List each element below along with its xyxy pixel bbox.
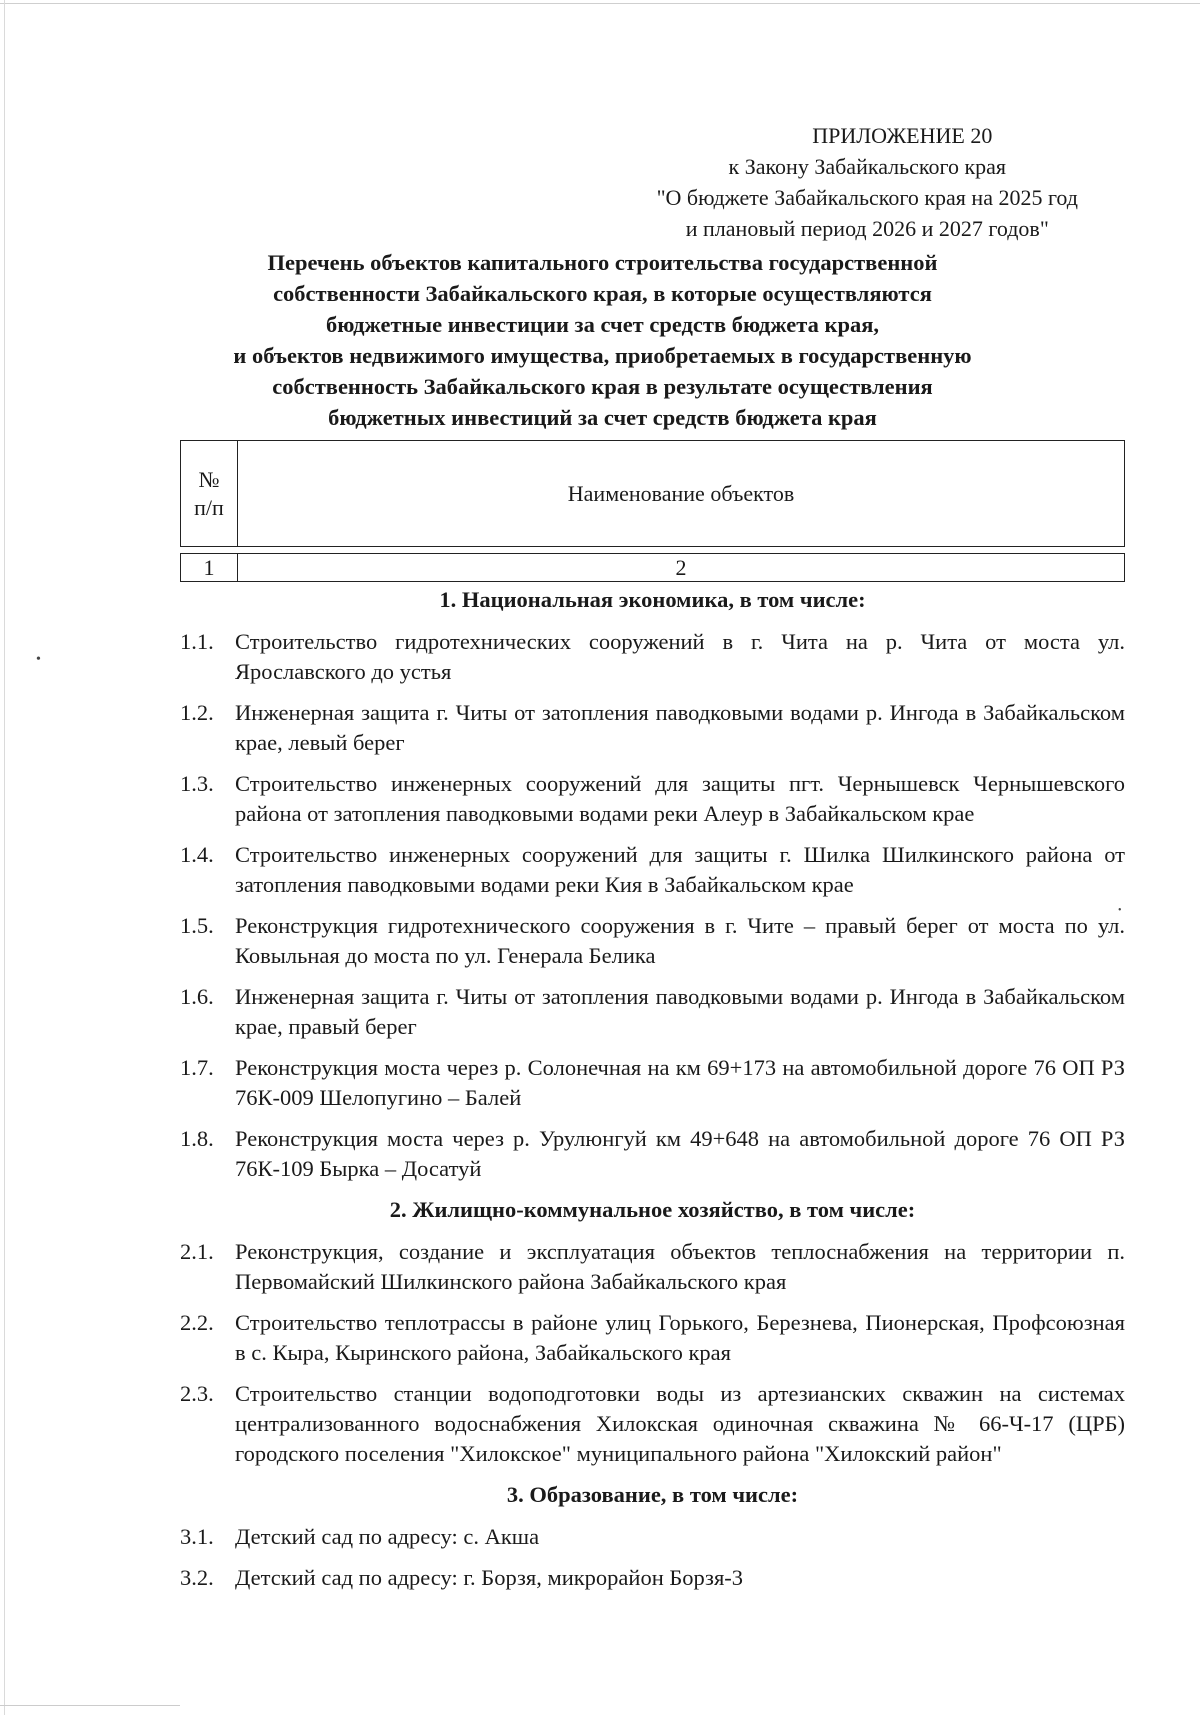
- column-index-1: 1: [181, 554, 238, 582]
- section: [180, 585, 1125, 1184]
- item-number: 1.6.: [180, 984, 214, 1009]
- list-item: [180, 627, 1125, 687]
- item-number: 1.1.: [180, 629, 214, 654]
- item-text: Детский сад по адресу: с. Акша: [235, 1524, 540, 1549]
- appendix-law-period: и плановый период 2026 и 2027 годов": [685, 216, 1049, 241]
- title-line: бюджетных инвестиций за счет средств бюджета края: [328, 405, 877, 430]
- header-number-abbr: п/п: [194, 494, 224, 520]
- list-item: [180, 1522, 1125, 1552]
- list-item: [180, 1379, 1125, 1469]
- list-item: [180, 698, 1125, 758]
- list-item: [180, 911, 1125, 971]
- objects-table-header: [180, 440, 1125, 582]
- appendix-law-title: "О бюджете Забайкальского края на 2025 год: [656, 185, 1078, 210]
- title-line: и объектов недвижимого имущества, приобретаемых в государственную: [233, 343, 972, 368]
- appendix-block: [657, 120, 1078, 244]
- title-line: Перечень объектов капитального строительства государственной: [267, 250, 938, 275]
- item-number: 1.8.: [180, 1126, 214, 1151]
- item-number: 2.1.: [180, 1239, 214, 1264]
- list-item: [180, 1563, 1125, 1593]
- list-item: [180, 769, 1125, 829]
- appendix-number: ПРИЛОЖЕНИЕ 20: [812, 123, 993, 148]
- appendix-law: к Закону Забайкальского края: [728, 154, 1007, 179]
- scan-edge-top: [0, 3, 1200, 4]
- list-item: [180, 1237, 1125, 1297]
- objects-list: [180, 585, 1125, 1604]
- section: [180, 1480, 1125, 1593]
- list-item: [180, 982, 1125, 1042]
- scan-edge-left: [4, 0, 5, 1715]
- scan-edge-bottom: [0, 1705, 180, 1706]
- item-number: 1.2.: [180, 700, 214, 725]
- item-text: Строительство теплотрассы в районе улиц Горького, Березнева, Пионерская, Профсоюзная в с. Кыра, Кыринского района, Забайкальского края: [235, 1310, 1125, 1365]
- title-line: собственности Забайкальского края, в которые осуществляются: [273, 281, 932, 306]
- header-cell-name: Наименование объектов: [238, 441, 1125, 547]
- section: [180, 1195, 1125, 1469]
- item-text: Реконструкция моста через р. Урулюнгуй км 49+648 на автомобильной дороге 76 ОП РЗ 76К-109 Бырка – Досатуй: [235, 1126, 1125, 1181]
- item-text: Строительство станции водоподготовки воды из артезианских скважин на системах централизованного водоснабжения Хилокская одиночная скважина № 66-Ч-17 (ЦРБ) городского поселения "Хилокское" муниципального района "Хилокский район": [235, 1381, 1125, 1466]
- item-number: 2.3.: [180, 1381, 214, 1406]
- list-item: [180, 1124, 1125, 1184]
- item-number: 1.5.: [180, 913, 214, 938]
- scan-speck: •: [36, 652, 41, 667]
- header-number-sign: №: [198, 466, 220, 492]
- header-cell-number: [181, 441, 238, 547]
- list-item: [180, 1053, 1125, 1113]
- item-text: Реконструкция, создание и эксплуатация объектов теплоснабжения на территории п. Первомайский Шилкинского района Забайкальского края: [235, 1239, 1125, 1294]
- document-title: [150, 247, 1055, 433]
- item-number: 1.3.: [180, 771, 214, 796]
- scan-speck: •: [1118, 905, 1122, 916]
- column-index-2: 2: [238, 554, 1125, 582]
- item-text: Инженерная защита г. Читы от затопления паводковыми водами р. Ингода в Забайкальском крае, правый берег: [235, 984, 1125, 1039]
- section-title: 3. Образование, в том числе:: [506, 1482, 799, 1507]
- title-line: бюджетные инвестиции за счет средств бюджета края,: [325, 312, 880, 337]
- item-text: Реконструкция гидротехнического сооружения в г. Чите – правый берег от моста по ул. Ковыльная до моста по ул. Генерала Белика: [235, 913, 1125, 968]
- item-number: 1.7.: [180, 1055, 214, 1080]
- item-number: 2.2.: [180, 1310, 214, 1335]
- item-text: Инженерная защита г. Читы от затопления паводковыми водами р. Ингода в Забайкальском крае, левый берег: [235, 700, 1125, 755]
- section-title: 2. Жилищно-коммунальное хозяйство, в том числе:: [389, 1197, 916, 1222]
- item-text: Детский сад по адресу: г. Борзя, микрорайон Борзя-3: [235, 1565, 744, 1590]
- list-item: [180, 840, 1125, 900]
- item-text: Реконструкция моста через р. Солонечная на км 69+173 на автомобильной дороге 76 ОП РЗ 76К-009 Шелопугино – Балей: [235, 1055, 1125, 1110]
- item-number: 3.1.: [180, 1524, 214, 1549]
- section-title: 1. Национальная экономика, в том числе:: [439, 587, 866, 612]
- title-line: собственность Забайкальского края в результате осуществления: [272, 374, 933, 399]
- item-text: Строительство гидротехнических сооружений в г. Чита на р. Чита от моста ул. Ярославского до устья: [235, 629, 1125, 684]
- item-text: Строительство инженерных сооружений для защиты г. Шилка Шилкинского района от затопления паводковыми водами реки Кия в Забайкальском крае: [235, 842, 1125, 897]
- item-text: Строительство инженерных сооружений для защиты пгт. Чернышевск Чернышевского района от затопления паводковыми водами реки Алеур в Забайкальском крае: [235, 771, 1125, 826]
- list-item: [180, 1308, 1125, 1368]
- item-number: 3.2.: [180, 1565, 214, 1590]
- item-number: 1.4.: [180, 842, 214, 867]
